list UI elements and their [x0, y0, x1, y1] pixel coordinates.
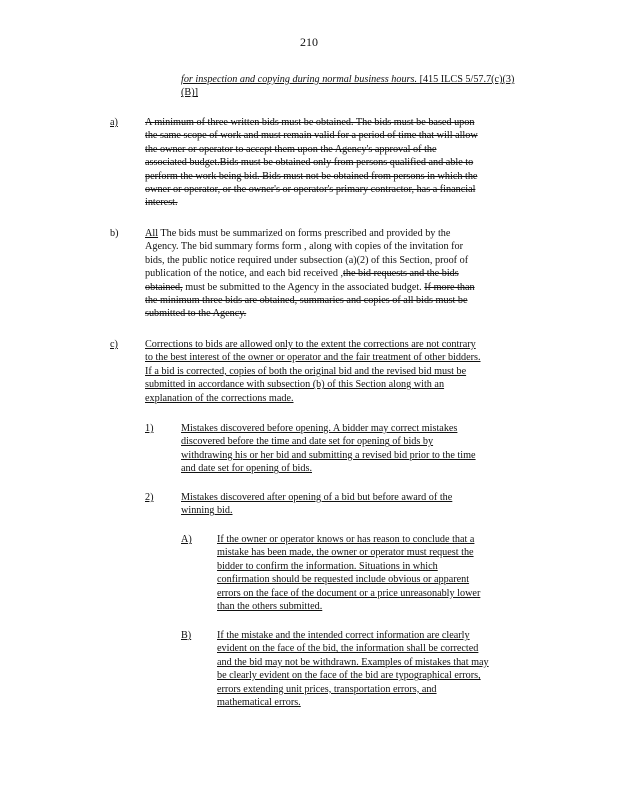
struck-line: submitted to the Agency. [145, 308, 247, 320]
struck-line: the minimum three bids are obtained, summaries and copies of all bids must be [145, 295, 468, 307]
struck-text: If more than [424, 281, 475, 293]
text-line: withdrawing his or her bid and submitting a revised bid prior to the time [181, 449, 476, 461]
struck-text: the bid requests and the bids [343, 268, 459, 280]
subsection-a-label: a) [110, 117, 118, 128]
item-B-label: B) [181, 630, 192, 641]
subsection-c-text [145, 338, 545, 405]
item-A-text [217, 533, 537, 613]
text-line: the same scope of work and must remain valid for a period of time that will allow [145, 130, 478, 142]
page-number: 210 [300, 35, 318, 49]
subsection-b-text: All The bids must be summarized on forms prescribed and provided by the Agency. The bid summary forms form , along with copies of the invitation for bids, the public notice required under subsection (a)(2) of this Section, proof of publication of the notice, and each bid received ,the bid requests and the bids obtained, must be submitted to the Agency in the associated budget. If more than the minimum three bids are obtained, summaries and copies of all bids must be submitted to the Agency. [145, 227, 540, 321]
text-line: If the mistake and the intended correct information are clearly [217, 630, 470, 641]
subsection-c-label: c) [110, 339, 118, 350]
text-line: owner or operator, or the owner's or operator's primary contractor, has a financial [145, 184, 476, 196]
item-2-label: 2) [145, 492, 154, 503]
text-line: A minimum of three written bids must be obtained. The bids must be based upon [145, 117, 475, 128]
continuation-citation: [415 ILCS 5/57.7(c)(3)(B)] [181, 74, 515, 99]
text-line: mathematical errors. [217, 697, 301, 709]
inserted-all: All [145, 228, 159, 239]
text-line: mistake has been made, the owner or operator must request the [217, 547, 474, 559]
text-line: associated budget.Bids must be obtained only from persons qualified and able to [145, 157, 474, 169]
item-1-text [181, 422, 536, 476]
item-A-label: A) [181, 534, 192, 545]
text-line: If the owner or operator knows or has reason to conclude that a [217, 534, 475, 545]
struck-text: obtained, [145, 281, 183, 293]
continuation-text [181, 73, 521, 100]
subsection-a-text [145, 116, 540, 210]
text-line: bidder to confirm the information. Situations in which [217, 560, 438, 572]
text-line: to the best interest of the owner or operator and the fair treatment of other bidders. [145, 352, 481, 364]
item-2-text [181, 491, 536, 518]
text-line: errors on the face of the document or a price unreasonably lower [217, 587, 481, 599]
text-line: submitted in accordance with subsection (b) of this Section along with an [145, 379, 445, 391]
item-B-text [217, 629, 547, 709]
text-line: Mistakes discovered after opening of a bid but before award of the [181, 492, 453, 503]
text-line: bids, the public notice required under subsection (a)(2) of this Section, proof of [145, 254, 469, 266]
text-line: evident on the face of the bid, the information shall be corrected [217, 643, 479, 655]
text-line: Mistakes discovered before opening. A bidder may correct mistakes [181, 423, 458, 434]
text-line: Agency. The bid summary forms form , along with copies of the invitation for [145, 241, 464, 253]
item-1-label: 1) [145, 423, 154, 434]
text-line: interest. [145, 197, 178, 209]
text-line: the owner or operator to accept them upon the Agency's approval of the [145, 143, 437, 155]
text-line: confirmation should be requested include obvious or apparent [217, 574, 470, 586]
text-line: discovered before the time and date set for opening of bids by [181, 436, 434, 448]
text-line: perform the work being bid. Bids must not be obtained from persons in which the [145, 170, 478, 182]
text-line: explanation of the corrections made. [145, 392, 294, 404]
subsection-b-label: b) [110, 228, 119, 239]
text-line: than the others submitted. [217, 601, 323, 613]
text-line: Corrections to bids are allowed only to the extent the corrections are not contrary [145, 339, 476, 350]
text-line: and date set for opening of bids. [181, 463, 312, 475]
text-line: If a bid is corrected, copies of both the original bid and the revised bid must be [145, 365, 467, 377]
continuation-italic: for inspection and copying during normal business hours. [181, 74, 418, 85]
text-line: errors extending unit prices, transportation errors, and [217, 683, 437, 695]
text-line: and the bid may not be withdrawn. Examples of mistakes that may [217, 656, 489, 668]
text-line: winning bid. [181, 505, 233, 517]
text-line: be clearly evident on the face of the bid are typographical errors, [217, 670, 481, 682]
